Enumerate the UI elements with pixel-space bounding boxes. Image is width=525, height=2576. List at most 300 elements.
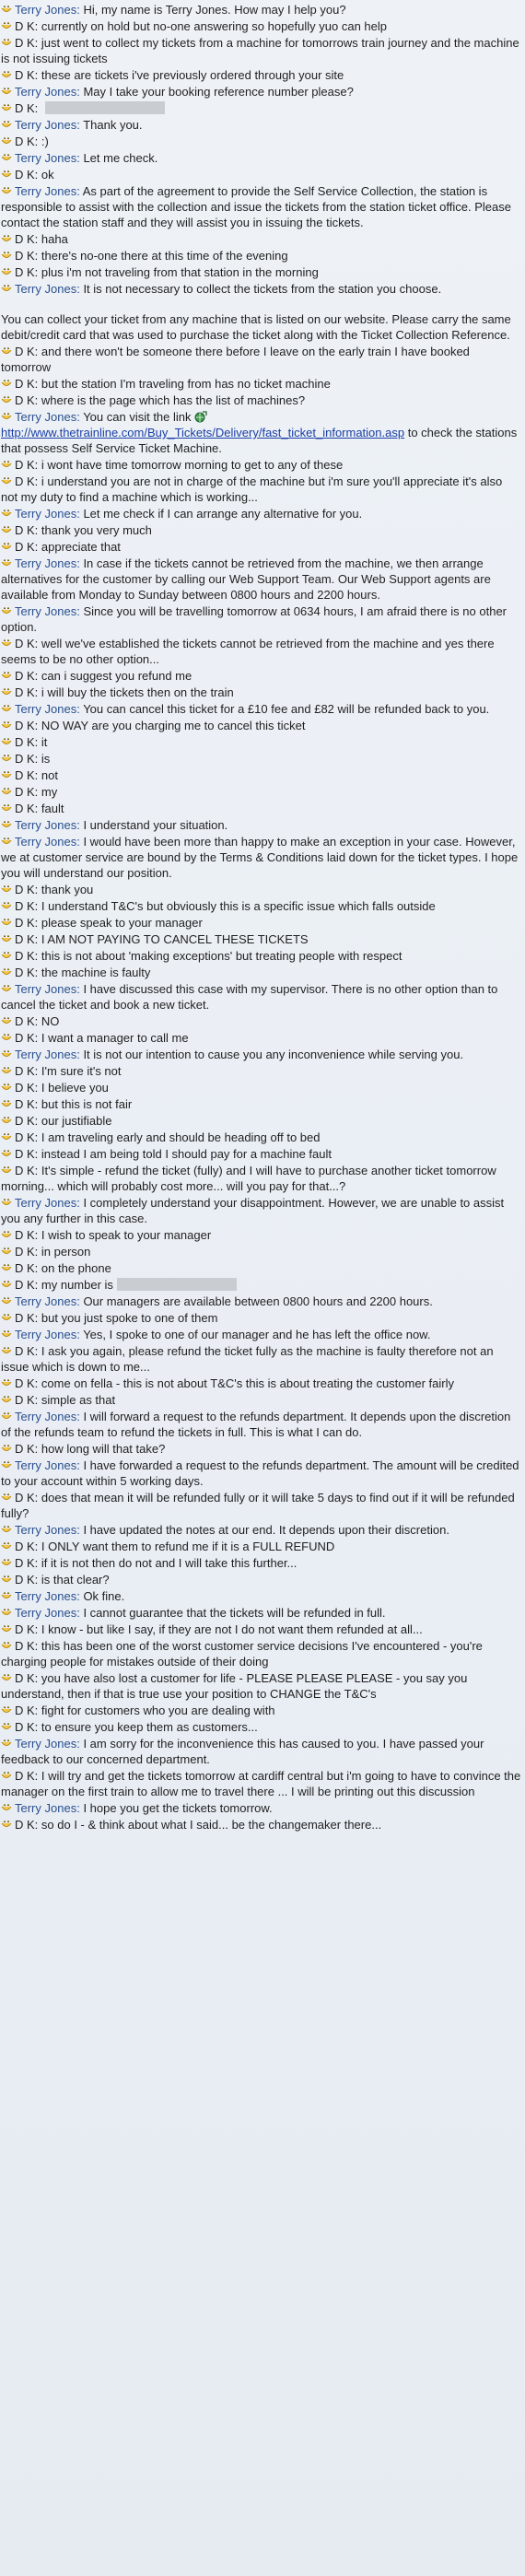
customer-message (1, 1376, 521, 1392)
chat-bubble-icon (1, 185, 12, 196)
sender-separator: : (34, 899, 41, 913)
sender-separator: : (76, 3, 84, 17)
sender-name: D K (15, 523, 35, 537)
message-text: fight for customers who you are dealing with (41, 1704, 275, 1717)
chat-bubble-icon (1, 69, 12, 80)
sender-name: D K (15, 1245, 35, 1259)
message-text: I am sorry for the inconvenience this has caused to you. I have passed your feedback to our concerned department. (1, 1737, 484, 1766)
sender-name: D K (15, 1344, 35, 1358)
customer-message (1, 248, 521, 264)
message-text: thank you (41, 883, 94, 896)
message-text: can i suggest you refund me (41, 669, 192, 683)
sender-name: D K (15, 1769, 35, 1783)
message-text: on the phone (41, 1261, 111, 1275)
redacted-block (117, 1278, 237, 1291)
sender-separator: : (76, 1458, 84, 1472)
sender-name: D K (15, 101, 35, 115)
sender-name: Terry Jones (15, 410, 77, 424)
chat-bubble-icon (1, 1098, 12, 1109)
customer-message (1, 784, 521, 801)
message-text: so do I - & think about what I said... be the changemaker there... (41, 1818, 382, 1832)
customer-message (1, 1490, 521, 1522)
chat-bubble-icon (1, 1459, 12, 1470)
chat-bubble-icon (1, 1165, 12, 1176)
sender-separator: : (34, 1818, 41, 1832)
message-text: It is not our intention to cause you any inconvenience while serving you. (83, 1048, 464, 1061)
customer-message (1, 474, 521, 506)
sender-name: D K (15, 36, 35, 50)
message-text: NO WAY are you charging me to cancel this ticket (41, 719, 306, 732)
sender-separator: : (34, 1114, 41, 1128)
agent-message (1, 1800, 521, 1817)
sender-name: Terry Jones (15, 507, 77, 521)
chat-bubble-icon (1, 1623, 12, 1634)
agent-message (1, 150, 521, 167)
customer-message (1, 539, 521, 556)
sender-separator: : (76, 1737, 84, 1751)
sender-name: Terry Jones (15, 1801, 77, 1815)
sender-separator: : (34, 1540, 41, 1553)
chat-bubble-icon (1, 1770, 12, 1781)
message-text: just went to collect my tickets from a machine for tomorrows train journey and the machine is not issuing tickets (1, 36, 519, 65)
agent-message (1, 817, 521, 834)
sender-name: D K (15, 1818, 35, 1832)
sender-separator: : (34, 540, 41, 554)
sender-name: Terry Jones (15, 835, 77, 849)
message-text: does that mean it will be refunded fully or it will take 5 days to find out if it will be refunded fully? (1, 1491, 515, 1520)
message-text: You can cancel this ticket for a £10 fee and £82 will be refunded back to you. (83, 702, 490, 716)
chat-bubble-icon (1, 1148, 12, 1159)
sender-separator: : (34, 393, 41, 407)
sender-separator: : (34, 523, 41, 537)
message-text: I will forward a request to the refunds department. It depends upon the discretion of the refunds team to refund the tickets in full. This is what I can do. (1, 1410, 511, 1439)
sender-name: D K (15, 802, 35, 815)
message-text: plus i'm not traveling from that station in the morning (41, 265, 319, 279)
chat-bubble-icon (1, 1607, 12, 1618)
message-text: You can visit the link (83, 410, 192, 424)
agent-message (1, 1522, 521, 1539)
sender-separator: : (34, 932, 41, 946)
sender-separator: : (34, 1376, 41, 1390)
chat-bubble-icon (1, 1015, 12, 1026)
sender-name: Terry Jones (15, 1294, 77, 1308)
sender-separator: : (34, 474, 41, 488)
customer-message (1, 18, 521, 35)
message-text: currently on hold but no-one answering so hopefully yuo can help (41, 19, 387, 33)
chat-bubble-icon (1, 152, 12, 163)
sender-name: Terry Jones (15, 118, 77, 132)
chat-bubble-icon (1, 983, 12, 994)
sender-name: D K (15, 19, 35, 33)
chat-bubble-icon (1, 411, 12, 422)
sender-name: D K (15, 1622, 35, 1636)
sender-name: Terry Jones (15, 1737, 77, 1751)
sender-name: Terry Jones (15, 1606, 77, 1620)
chat-bubble-icon (1, 933, 12, 944)
message-text: It's simple - refund the ticket (fully) and I will have to purchase another ticket tomorrow morning... which will probably cost more... will you pay for that...? (1, 1164, 496, 1193)
message-text: but the station I'm traveling from has no ticket machine (41, 377, 331, 391)
sender-separator: : (34, 1311, 41, 1325)
sender-name: Terry Jones (15, 282, 77, 296)
message-text: appreciate that (41, 540, 121, 554)
sender-separator: : (34, 1245, 41, 1259)
message-text: fault (41, 802, 64, 815)
message-text: in person (41, 1245, 91, 1259)
sender-separator: : (76, 1294, 84, 1308)
sender-name: D K (15, 768, 35, 782)
sender-name: D K (15, 1639, 35, 1653)
sender-separator: : (34, 36, 41, 50)
chat-bubble-icon (1, 966, 12, 978)
message-text: this is not about 'making exceptions' but treating people with respect (41, 949, 402, 963)
sender-separator: : (76, 410, 84, 424)
sender-separator: : (34, 265, 41, 279)
agent-message (1, 1605, 521, 1622)
chat-bubble-icon (1, 605, 12, 616)
message-text: Let me check if I can arrange any alternative for you. (83, 507, 363, 521)
chat-bubble-icon (1, 1065, 12, 1076)
sender-name: D K (15, 883, 35, 896)
message-text: simple as that (41, 1393, 116, 1407)
agent-message (1, 1458, 521, 1490)
customer-message (1, 1768, 521, 1800)
chat-bubble-icon (1, 670, 12, 681)
chat-bubble-icon (1, 1197, 12, 1208)
sender-name: D K (15, 68, 35, 82)
chat-bubble-icon (1, 1312, 12, 1323)
agent-message (1, 981, 521, 1013)
chat-bubble-icon (1, 1540, 12, 1551)
chat-bubble-icon (1, 508, 12, 519)
chat-bubble-icon (1, 720, 12, 731)
agent-message (1, 1588, 521, 1605)
sender-separator: : (76, 282, 84, 296)
customer-message (1, 1622, 521, 1638)
chat-bubble-icon (1, 1246, 12, 1257)
chat-bubble-icon (1, 102, 12, 113)
message-text: I want a manager to call me (41, 1031, 189, 1045)
chat-bubble-icon (1, 169, 12, 180)
customer-message (1, 1227, 521, 1244)
sender-name: D K (15, 1311, 35, 1325)
message-text: but this is not fair (41, 1097, 133, 1111)
sender-separator: : (34, 68, 41, 82)
customer-message (1, 734, 521, 751)
message-text: I will try and get the tickets tomorrow at cardiff central but i'm going to have to convince the manager on the first train to allow me to travel there ... I will be printing out this discussion (1, 1769, 521, 1798)
sender-separator: : (34, 1769, 41, 1783)
sender-name: D K (15, 458, 35, 472)
sender-name: D K (15, 1031, 35, 1045)
sender-separator: : (34, 168, 41, 181)
sender-separator: : (34, 1573, 41, 1587)
agent-message (1, 1409, 521, 1441)
customer-message (1, 882, 521, 898)
message-text-after-link: to check the stations that possess Self Service Ticket Machine. (1, 426, 518, 455)
message-text: :) (41, 135, 49, 148)
message-text: is (41, 752, 51, 766)
customer-message (1, 376, 521, 392)
chat-bubble-icon (1, 1557, 12, 1568)
message-text: there's no-one there at this time of the evening (41, 249, 288, 263)
chat-bubble-icon (1, 345, 12, 357)
sender-name: D K (15, 1014, 35, 1028)
sender-name: D K (15, 637, 35, 650)
chat-bubble-icon (1, 1329, 12, 1340)
customer-message (1, 965, 521, 981)
chat-bubble-icon (1, 703, 12, 714)
agent-message (1, 1195, 521, 1227)
message-text: i understand you are not in charge of the machine but i'm sure you'll appreciate it's also not my duty to find a machine which is working... (1, 474, 503, 504)
sender-name: D K (15, 785, 35, 799)
agent-message (1, 834, 521, 882)
sender-separator: : (34, 135, 41, 148)
customer-message (1, 1392, 521, 1409)
chat-bubble-icon (1, 135, 12, 146)
sender-separator: : (34, 1130, 41, 1144)
chat-bubble-icon (1, 1524, 12, 1535)
sender-name: D K (15, 249, 35, 263)
chat-bubble-icon (1, 233, 12, 244)
sender-separator: : (34, 1278, 41, 1292)
sender-separator: : (34, 785, 41, 799)
sender-separator: : (34, 232, 41, 246)
chat-bubble-icon (1, 4, 12, 15)
sender-separator: : (34, 19, 41, 33)
sender-name: Terry Jones (15, 1410, 77, 1423)
message-text: I completely understand your disappointment. However, we are unable to assist you any further in this case. (1, 1196, 505, 1225)
message-text: NO (41, 1014, 60, 1028)
chat-bubble-icon (1, 1115, 12, 1126)
sender-separator: : (34, 1671, 41, 1685)
sender-name: Terry Jones (15, 151, 77, 165)
customer-message (1, 100, 521, 117)
message-text: haha (41, 232, 68, 246)
customer-message (1, 1244, 521, 1260)
customer-message (1, 1343, 521, 1376)
sender-name: D K (15, 916, 35, 930)
message-text: Yes, I spoke to one of our manager and he has left the office now. (83, 1328, 431, 1341)
customer-message (1, 767, 521, 784)
sender-name: D K (15, 1114, 35, 1128)
sender-separator: : (76, 184, 83, 198)
sender-name: D K (15, 1147, 35, 1161)
agent-message (1, 1327, 521, 1343)
chat-bubble-icon (1, 1802, 12, 1813)
sender-name: Terry Jones (15, 1196, 77, 1210)
sender-separator: : (34, 1704, 41, 1717)
sender-name: D K (15, 719, 35, 732)
agent-message (1, 556, 521, 603)
customer-message (1, 457, 521, 474)
customer-message (1, 1539, 521, 1555)
sender-name: D K (15, 1376, 35, 1390)
sender-separator: : (76, 818, 84, 832)
agent-message (1, 506, 521, 522)
message-text: well we've established the tickets cannot be retrieved from the machine and yes there seems to be no other option... (1, 637, 495, 666)
sender-name: Terry Jones (15, 556, 77, 570)
message-text: I cannot guarantee that the tickets will be refunded in full. (83, 1606, 386, 1620)
sender-separator: : (34, 1097, 41, 1111)
sender-name: Terry Jones (15, 702, 77, 716)
chat-bubble-icon (1, 1443, 12, 1454)
sender-name: D K (15, 474, 35, 488)
message-text: and there won't be someone there before I leave on the early train I have booked tomorrow (1, 345, 470, 374)
sender-name: D K (15, 393, 35, 407)
message-text: my number is (41, 1278, 113, 1292)
customer-message (1, 1310, 521, 1327)
link-globe-icon (194, 411, 207, 423)
customer-message (1, 1113, 521, 1130)
sender-separator: : (76, 982, 84, 996)
message-text: Since you will be travelling tomorrow at 0634 hours, I am afraid there is no other option. (1, 604, 508, 634)
chat-bubble-icon (1, 1672, 12, 1683)
message-text: I have forwarded a request to the refunds department. The amount will be credited to your account within 5 working days. (1, 1458, 519, 1488)
sender-separator: : (76, 151, 84, 165)
message-text: I understand your situation. (83, 818, 228, 832)
chat-bubble-icon (1, 541, 12, 552)
customer-message (1, 751, 521, 767)
sender-name: D K (15, 1720, 35, 1734)
customer-message (1, 915, 521, 931)
sender-separator: : (34, 1393, 41, 1407)
customer-message (1, 167, 521, 183)
message-text: is that clear? (41, 1573, 110, 1587)
sender-name: Terry Jones (15, 85, 77, 99)
customer-message (1, 1817, 521, 1833)
trainline-link[interactable]: http://www.thetrainline.com/Buy_Tickets/Delivery/fast_ticket_information.asp (1, 426, 405, 439)
agent-message (1, 603, 521, 636)
sender-name: D K (15, 966, 35, 979)
sender-separator: : (34, 1556, 41, 1570)
message-text: these are tickets i've previously ordered through your site (41, 68, 344, 82)
sender-name: D K (15, 1540, 35, 1553)
message-text: i will buy the tickets then on the train (41, 685, 234, 699)
sender-separator: : (76, 1801, 84, 1815)
sender-separator: : (76, 1410, 84, 1423)
sender-separator: : (34, 802, 41, 815)
sender-separator: : (34, 1228, 41, 1242)
sender-separator: : (34, 1720, 41, 1734)
sender-separator: : (34, 752, 41, 766)
customer-message (1, 1441, 521, 1458)
sender-separator: : (34, 1344, 41, 1358)
sender-separator: : (34, 101, 41, 115)
sender-separator: : (34, 1014, 41, 1028)
sender-separator: : (76, 604, 84, 618)
chat-bubble-icon (1, 1345, 12, 1356)
chat-bubble-icon (1, 283, 12, 294)
customer-message (1, 1030, 521, 1047)
customer-message (1, 1277, 521, 1294)
agent-message (1, 183, 521, 231)
sender-separator: : (76, 85, 84, 99)
sender-separator: : (76, 835, 84, 849)
agent-message (1, 1736, 521, 1768)
sender-name: D K (15, 345, 35, 358)
sender-name: Terry Jones (15, 1589, 77, 1603)
sender-name: D K (15, 949, 35, 963)
sender-separator: : (34, 966, 41, 979)
customer-message (1, 1063, 521, 1080)
sender-separator: : (34, 1639, 41, 1653)
customer-message (1, 948, 521, 965)
sender-name: Terry Jones (15, 1048, 77, 1061)
chat-bubble-icon (1, 1262, 12, 1273)
sender-separator: : (34, 719, 41, 732)
customer-message (1, 685, 521, 701)
sender-separator: : (34, 1622, 41, 1636)
message-text: the machine is faulty (41, 966, 151, 979)
chat-bubble-icon (1, 819, 12, 830)
sender-separator: : (34, 768, 41, 782)
sender-name: D K (15, 1393, 35, 1407)
chat-bubble-icon (1, 1032, 12, 1043)
customer-message (1, 1638, 521, 1670)
message-text: Ok fine. (83, 1589, 125, 1603)
sender-name: D K (15, 1704, 35, 1717)
chat-bubble-icon (1, 1704, 12, 1715)
message-text: Our managers are available between 0800 hours and 2200 hours. (83, 1294, 433, 1308)
message-text: I ask you again, please refund the ticket fully as the machine is faulty therefore not an issue which is down to me... (1, 1344, 494, 1374)
chat-bubble-icon (1, 1295, 12, 1306)
customer-message (1, 898, 521, 915)
sender-name: Terry Jones (15, 1523, 77, 1537)
chat-bubble-icon (1, 638, 12, 649)
customer-message (1, 344, 521, 376)
customer-message (1, 1096, 521, 1113)
message-text: I am traveling early and should be heading off to bed (41, 1130, 321, 1144)
chat-bubble-icon (1, 1229, 12, 1240)
chat-bubble-icon (1, 459, 12, 470)
chat-bubble-icon (1, 1377, 12, 1388)
message-text: As part of the agreement to provide the Self Service Collection, the station is responsible to assist with the collection and issue the tickets from the station ticket office. Please contact the station staff and they will assist you in issuing the tickets. (1, 184, 511, 229)
sender-separator: : (76, 1048, 84, 1061)
chat-bubble-icon (1, 753, 12, 764)
chat-bubble-icon (1, 1082, 12, 1093)
sender-name: D K (15, 377, 35, 391)
sender-separator: : (34, 949, 41, 963)
sender-name: D K (15, 135, 35, 148)
customer-message (1, 134, 521, 150)
customer-message (1, 1670, 521, 1703)
sender-name: Terry Jones (15, 818, 77, 832)
chat-bubble-icon (1, 394, 12, 405)
customer-message (1, 668, 521, 685)
sender-separator: : (34, 1164, 41, 1177)
chat-bubble-icon (1, 1738, 12, 1749)
customer-message (1, 718, 521, 734)
chat-bubble-icon (1, 1492, 12, 1503)
sender-name: Terry Jones (15, 1328, 77, 1341)
message-text: i wont have time tomorrow morning to get to any of these (41, 458, 344, 472)
sender-name: Terry Jones (15, 982, 77, 996)
message-text: May I take your booking reference number please? (83, 85, 354, 99)
message-text: I hope you get the tickets tomorrow. (83, 1801, 273, 1815)
sender-separator: : (76, 1606, 84, 1620)
chat-bubble-icon (1, 786, 12, 797)
chat-bubble-icon (1, 86, 12, 97)
sender-separator: : (34, 637, 41, 650)
chat-bubble-icon (1, 736, 12, 747)
agent-message (1, 1047, 521, 1063)
message-text: I wish to speak to your manager (41, 1228, 212, 1242)
customer-message (1, 801, 521, 817)
message-text: I believe you (41, 1081, 109, 1095)
customer-message (1, 1130, 521, 1146)
sender-name: D K (15, 232, 35, 246)
message-text: I ONLY want them to refund me if it is a FULL REFUND (41, 1540, 335, 1553)
sender-separator: : (76, 1196, 84, 1210)
